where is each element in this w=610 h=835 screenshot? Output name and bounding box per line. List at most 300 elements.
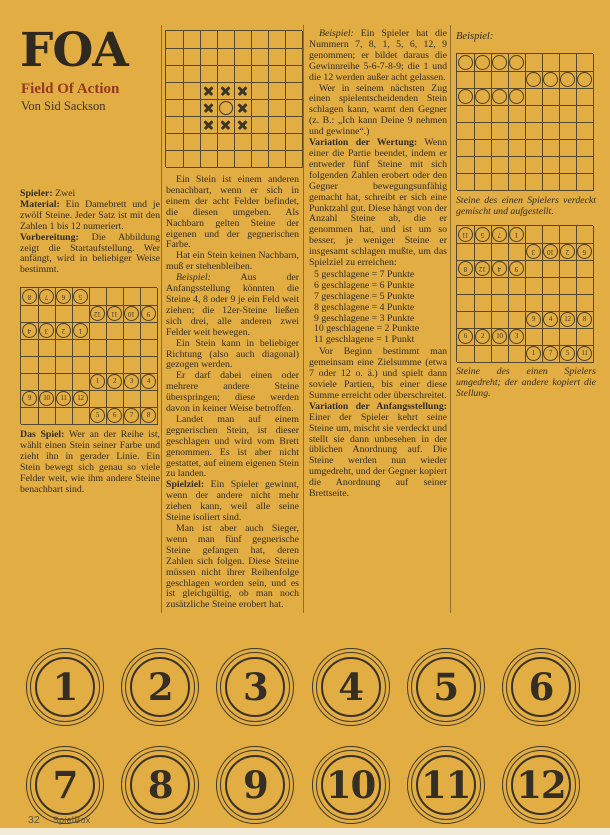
board-stone: 2 [475,329,490,344]
board-cell [89,339,107,357]
column-variations [309,25,447,615]
board-stone [509,89,524,104]
board-cell [21,288,39,306]
piece-core [321,657,381,717]
piece-number: 5 [433,664,459,709]
setup-paragraphs [20,189,160,276]
board-cell [38,322,56,340]
column-intro [20,25,160,615]
board-cell [166,133,184,151]
board-cell [576,294,594,312]
column-divider-2 [303,25,304,613]
board-cell [474,311,492,329]
board-cell [140,373,158,391]
board-cell [251,82,269,100]
board-cell [457,122,475,140]
board-cell [457,277,475,295]
piece-number: 10 [325,762,376,807]
paragraph: Man ist aber auch Sieger, wenn man fünf gegnerische Steine gefangen hat, deren Zahlen sich folgen. Diese Steine müssen nicht ihrer Reihenfolge geschlagen worden sein, und es ist gleichgültig, ob man noch zusätzliche Steine erobert hat. [166,523,299,611]
paragraph-beispiel: Beispiel: Ein Spieler hat die Nummern 7, 8, 1, 5, 6, 12, 9 genommen; er bildet daraus die Gewinnreihe 5-6-7-8-9; die 1 und die 12 werden außer acht gelassen. [309,28,447,83]
board-stone: 10 [492,329,507,344]
board-cell [508,71,526,89]
board-cell [559,139,577,157]
board-cell [576,122,594,140]
board-cell [166,99,184,117]
copied-position-board [456,225,593,362]
board-stone: 11 [458,227,473,242]
board-stone: 1 [73,323,88,338]
page-author: Von Sid Sackson [21,99,106,113]
board-cell [285,99,303,117]
board-cell [89,288,107,306]
board-cell [89,356,107,374]
board-cell [559,71,577,89]
board-cell [183,31,201,49]
paragraph-beispiel: Beispiel: Aus der Anfangsstellung könnten die Steine 4, 8 oder 9 je ein Feld weit ziehen; die 12er-Steine ließen sich drei, alle anderen zwei Felder weit bewegen. [166,272,299,338]
page-number: 32 [28,814,40,826]
board-cell [285,133,303,151]
board-cell [217,48,235,66]
board-stone: 8 [141,408,156,423]
board-cell [166,65,184,83]
board-cell [491,243,509,261]
game-piece [121,746,199,824]
board-cell [217,133,235,151]
board-stone: 5 [560,346,575,361]
caption-shuffled: Steine des einen Spielers verdeckt gemischt und aufgestellt. [456,195,596,217]
board-stone: 7 [39,289,54,304]
piece-number: 8 [147,762,173,807]
board-cell [72,339,90,357]
board-cell [542,226,560,244]
board-cell [576,88,594,106]
board-cell [474,139,492,157]
board-cell [55,390,73,408]
shuffled-facedown-board [456,53,593,190]
board-cell [559,88,577,106]
board-stone: 2 [107,374,122,389]
board-cell [542,122,560,140]
board-cell [576,243,594,261]
board-stone: 10 [39,391,54,406]
board-cell [166,116,184,134]
piece-ring [220,652,290,722]
piece-core [225,755,285,815]
board-stone: 2 [560,244,575,259]
board-cell [106,322,124,340]
board-stone: 4 [492,261,507,276]
board-cell [183,99,201,117]
board-cell [457,294,475,312]
board-cell [559,54,577,72]
board-stone [492,89,507,104]
board-cell [491,122,509,140]
board-cell [72,373,90,391]
board-cell [200,99,218,117]
board-stone: 9 [526,312,541,327]
rules-paragraphs [166,175,299,611]
piece-core [511,657,571,717]
board-cell [217,82,235,100]
board-cell [106,356,124,374]
board-cell [474,294,492,312]
game-piece [216,746,294,824]
board-cell [576,277,594,295]
piece-number: 9 [243,762,268,807]
board-stone: 7 [492,227,507,242]
board-cell [525,156,543,174]
board-cell [38,390,56,408]
board-cell [123,305,141,323]
board-cell [55,407,73,425]
board-stone: 4 [543,312,558,327]
board-stone: 3 [526,244,541,259]
board-cell [474,260,492,278]
board-cell [200,31,218,49]
board-cell [89,373,107,391]
board-cell [525,311,543,329]
board-cell [559,156,577,174]
score-line: 7 geschlagene = 5 Punkte [314,290,415,302]
board-stone: 12 [73,391,88,406]
board-stone: 2 [56,323,71,338]
page-subtitle: Field Of Action [21,81,120,97]
board-cell [542,277,560,295]
board-cell [525,243,543,261]
board-cell [285,65,303,83]
board-cell [21,339,39,357]
piece-ring [125,652,195,722]
piece-core [225,657,285,717]
board-cell [21,390,39,408]
board-stone: 11 [577,346,592,361]
board-cell [542,105,560,123]
board-cell [285,48,303,66]
board-cell [140,288,158,306]
board-cell [559,311,577,329]
board-cell [234,48,252,66]
board-cell [508,139,526,157]
board-cell [576,105,594,123]
board-cell [268,99,286,117]
piece-core [416,755,476,815]
board-cell [457,88,475,106]
board-stone: 9 [22,391,37,406]
board-cell [491,311,509,329]
x-mark-icon [203,119,214,130]
board-cell [217,150,235,168]
game-piece [502,746,580,824]
board-cell [72,356,90,374]
column-examples [456,25,596,615]
board-cell [542,260,560,278]
board-cell [474,88,492,106]
piece-core [130,657,190,717]
piece-number: 6 [528,664,554,709]
caption-copied: Steine des einen Spielers umgedreht; der andere kopiert die Stellung. [456,366,596,399]
board-cell [491,139,509,157]
board-cell [166,48,184,66]
board-cell [525,139,543,157]
game-piece [26,648,104,726]
board-cell [525,260,543,278]
board-cell [89,305,107,323]
start-position-board [20,287,157,424]
board-cell [140,305,158,323]
board-cell [106,305,124,323]
board-cell [55,305,73,323]
board-cell [542,139,560,157]
board-cell [542,88,560,106]
example-heading: Beispiel: [456,31,494,42]
board-cell [21,407,39,425]
board-cell [457,105,475,123]
x-mark-icon [220,119,231,130]
board-cell [166,31,184,49]
board-cell [251,31,269,49]
board-stone: 5 [73,289,88,304]
x-mark-icon [203,102,214,113]
piece-ring [506,652,576,722]
board-cell [183,48,201,66]
board-cell [106,339,124,357]
paragraph: Ein Stein ist einem anderen benachbart, wenn er sich in einem der acht Felder befindet, die diesen umgeben. Als Nachbarn gelten Steine der eigenen und der gegnerischen Farbe. [166,174,299,251]
das-spiel-paragraph: Das Spiel: Wer an der Reihe ist, wählt einen Stein seiner Farbe und zieht ihn in gerader Linie. Ein Stein bewegt sich genau so viele Felder weit, wie ihm andere Steine benachbart sind. [20,429,160,495]
board-cell [525,173,543,191]
board-stone [543,72,558,87]
board-cell [542,345,560,363]
board-cell [72,390,90,408]
piece-number: 1 [52,664,78,709]
board-cell [21,373,39,391]
board-cell [234,150,252,168]
game-piece [312,648,390,726]
board-cell [234,99,252,117]
board-cell [251,150,269,168]
piece-ring [125,750,195,820]
board-cell [89,407,107,425]
score-line: 5 geschlagene = 7 Punkte [314,268,415,280]
paragraph: Landet man auf einem gegnerischen Stein, ist dieser geschlagen und wird vom Brett genommen. Es ist aber nicht gestattet, auf einem eigenen Stein zu landen. [166,413,299,480]
board-cell [525,88,543,106]
board-cell [491,345,509,363]
board-cell [268,65,286,83]
paragraph: Vor Beginn bestimmt man gemeinsam eine Zielsumme (etwa 7 oder 12 o. ä.) und spielt dann soviele Partien, bis einer diese Summe erreicht oder überschreitet. [309,346,447,401]
board-stone: 1 [509,227,524,242]
board-cell [491,88,509,106]
board-cell [457,328,475,346]
board-cell [508,243,526,261]
board-cell [251,133,269,151]
board-cell [542,71,560,89]
board-cell [525,226,543,244]
board-cell [576,345,594,363]
piece-core [35,755,95,815]
board-cell [166,150,184,168]
paragraph: Ein Stein kann in beliebiger Richtung (also auch diagonal) gezogen werden. [166,337,299,371]
board-cell [525,54,543,72]
board-cell [38,373,56,391]
board-cell [474,345,492,363]
board-stone: 11 [107,306,122,321]
paragraph-material: Material: Ein Damebrett und je zwölf Steine. Jeder Satz ist mit den Zahlen 1 bis 12 numeriert. [20,198,160,232]
board-cell [559,294,577,312]
board-cell [251,65,269,83]
board-cell [576,54,594,72]
board-cell [21,305,39,323]
board-cell [525,294,543,312]
piece-number: 2 [147,664,173,709]
board-cell [200,116,218,134]
piece-core [130,755,190,815]
board-cell [217,99,235,117]
board-cell [491,328,509,346]
board-cell [38,305,56,323]
board-cell [525,277,543,295]
board-stone: 5 [90,408,105,423]
board-cell [234,82,252,100]
board-stone: 8 [22,289,37,304]
board-cell [525,71,543,89]
piece-ring [506,750,576,820]
board-cell [576,260,594,278]
board-stone: 7 [124,408,139,423]
board-stone: 4 [22,323,37,338]
board-stone: 11 [56,391,71,406]
board-cell [106,390,124,408]
board-stone: 6 [577,244,592,259]
board-cell [183,150,201,168]
board-cell [576,311,594,329]
board-stone: 6 [458,329,473,344]
board-cell [508,105,526,123]
board-cell [559,226,577,244]
movement-example-board [165,30,302,167]
paragraph: Wer in seinem nächsten Zug einen spielentscheidenden Stein schlagen kann, warnt den Gegner (z. B.: „Ich kann Deine 9 nehmen und gewinne“.) [309,82,447,138]
x-mark-icon [237,85,248,96]
board-cell [183,133,201,151]
board-stone [526,72,541,87]
board-cell [234,65,252,83]
board-cell [542,243,560,261]
board-cell [268,48,286,66]
board-cell [285,116,303,134]
piece-number: 7 [52,762,78,807]
board-cell [285,150,303,168]
board-stone: 12 [475,261,490,276]
board-cell [474,226,492,244]
board-stone [509,55,524,70]
board-cell [55,356,73,374]
board-cell [457,311,475,329]
board-cell [200,65,218,83]
board-cell [268,150,286,168]
board-cell [457,139,475,157]
board-cell [38,339,56,357]
column-rules [166,25,299,615]
board-stone: 8 [577,312,592,327]
board-stone: 12 [560,312,575,327]
piece-core [321,755,381,815]
board-cell [457,260,475,278]
board-cell [166,82,184,100]
board-cell [559,328,577,346]
piece-ring [411,652,481,722]
board-cell [251,116,269,134]
board-cell [474,173,492,191]
piece-core [511,755,571,815]
board-stone: 10 [124,306,139,321]
board-cell [491,260,509,278]
board-cell [576,156,594,174]
board-stone: 3 [124,374,139,389]
paragraph: Hat ein Stein keinen Nachbarn, muß er stehenbleiben. [166,250,299,273]
page-footer [28,810,91,828]
board-cell [140,390,158,408]
board-stone: 5 [475,227,490,242]
board-cell [491,226,509,244]
board-cell [559,260,577,278]
board-cell [183,65,201,83]
board-cell [123,322,141,340]
board-cell [491,294,509,312]
board-cell [72,322,90,340]
piece-core [416,657,476,717]
board-cell [123,390,141,408]
board-stone: 4 [141,374,156,389]
board-cell [474,105,492,123]
board-cell [123,356,141,374]
board-cell [525,105,543,123]
paragraph-variation-wertung: Variation der Wertung: Wenn einer die Partie beendet, indem er entweder fünf Steine mit sich folgenden Zahlen erobert oder den Gegner bewegungsunfähig gemacht hat, schreibt er sich eine Punktzahl gut. Diese hängt von der Anzahl Steine ab, die er genommen hat, und ist um so besser, je weniger Steine er insgesamt schlagen mußte, um das Spielziel zu erreichen: [309,137,447,269]
piece-ring [316,750,386,820]
board-cell [542,156,560,174]
piece-number: 4 [338,664,363,709]
board-cell [491,105,509,123]
piece-ring [316,652,386,722]
board-stone: 8 [458,261,473,276]
game-piece [216,648,294,726]
board-stone [492,55,507,70]
board-stone [458,89,473,104]
piece-number: 3 [243,664,268,709]
punch-out-pieces-row-1 [26,648,580,726]
board-cell [268,82,286,100]
magazine-name: SpielBox [52,815,91,825]
board-cell [559,277,577,295]
board-cell [559,345,577,363]
board-cell [542,294,560,312]
board-cell [457,71,475,89]
board-stone: 9 [509,261,524,276]
board-cell [525,345,543,363]
board-stone: 12 [90,306,105,321]
board-cell [576,71,594,89]
board-stone: 3 [39,323,54,338]
board-cell [55,373,73,391]
board-cell [508,260,526,278]
board-cell [55,339,73,357]
board-cell [38,288,56,306]
board-cell [285,82,303,100]
board-stone: 10 [543,244,558,259]
board-cell [542,54,560,72]
paragraph-variation-anfangsstellung: Variation der Anfangsstellung: Einer der Spieler kehrt seine Steine um, mischt sie verdeckt und stellt sie dann unbesehen in der üblichen Anordnung auf. Die Steine werden nun wieder umgedreht, und der Gegner kopiert die Anordnung auf seiner Brettseite. [309,400,447,500]
board-cell [200,150,218,168]
board-cell [72,305,90,323]
board-cell [123,339,141,357]
board-stone: 6 [107,408,122,423]
